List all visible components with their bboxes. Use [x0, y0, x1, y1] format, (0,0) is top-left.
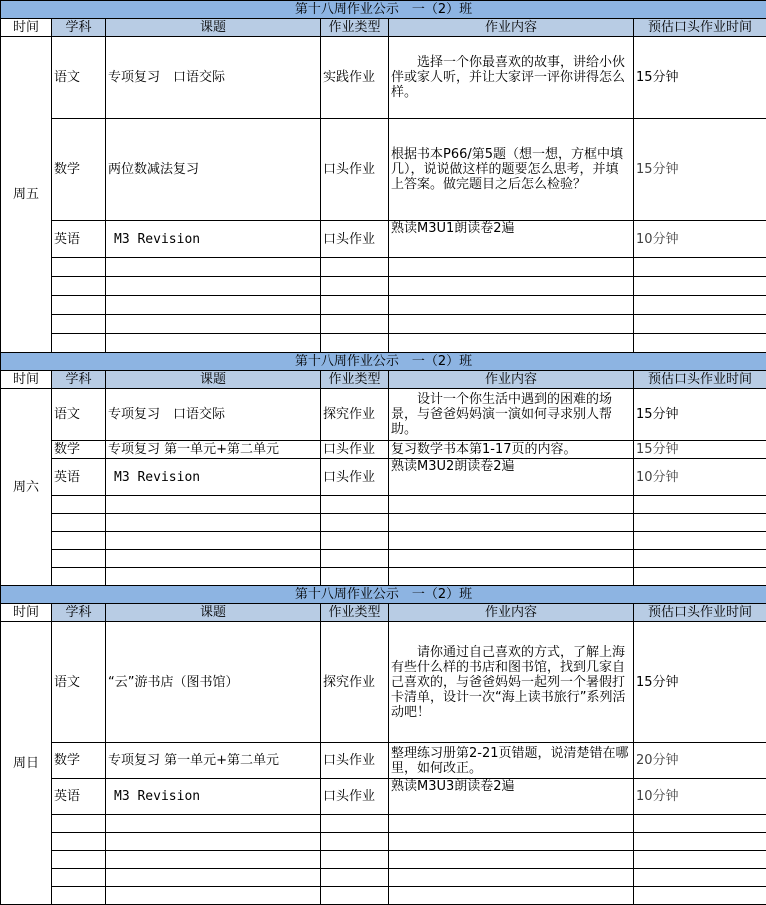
table-row [1, 622, 766, 743]
table-row [1, 779, 766, 815]
header-est-time: 预估口头作业时间 [634, 19, 766, 37]
type-cell: 口头作业 [321, 221, 389, 258]
header-type: 作业类型 [321, 371, 389, 389]
time-cell: 15分钟 [634, 37, 766, 119]
time-cell: 15分钟 [634, 119, 766, 221]
table-row [1, 119, 766, 221]
time-cell: 10分钟 [634, 221, 766, 258]
empty-row [1, 532, 766, 550]
content-cell: 熟读M3U1朗读卷2遍 [389, 221, 634, 258]
content-cell: 熟读M3U2朗读卷2遍 [389, 459, 634, 496]
content-cell [389, 37, 634, 119]
header-row [1, 604, 766, 622]
subject-cell: 英语 [52, 221, 106, 258]
header-content: 作业内容 [389, 19, 634, 37]
table-row [1, 459, 766, 496]
topic-cell: M3 Revision [106, 779, 321, 815]
type-cell: 口头作业 [321, 779, 389, 815]
header-content: 作业内容 [389, 604, 634, 622]
type-cell: 探究作业 [321, 389, 389, 441]
table-row [1, 743, 766, 779]
empty-row [1, 887, 766, 905]
section-title: 第十八周作业公示 一（2）班 [1, 1, 766, 19]
header-est-time: 预估口头作业时间 [634, 371, 766, 389]
topic-cell: M3 Revision [106, 459, 321, 496]
subject-cell: 英语 [52, 779, 106, 815]
section-title-row [1, 1, 766, 19]
table-row [1, 389, 766, 441]
subject-cell: 英语 [52, 459, 106, 496]
header-time: 时间 [1, 19, 52, 37]
content-text: 选择一个你最喜欢的故事，讲给小伙伴或家人听，并让大家评一评你讲得怎么样。 [391, 55, 625, 100]
subject-cell: 语文 [52, 37, 106, 119]
topic-cell: 专项复习 第一单元+第二单元 [106, 743, 321, 779]
time-cell: 15分钟 [634, 389, 766, 441]
empty-row [1, 315, 766, 334]
header-subject: 学科 [52, 19, 106, 37]
topic-cell: 专项复习 口语交际 [106, 389, 321, 441]
content-text: 设计一个你生活中遇到的困难的场景，与爸爸妈妈演一演如何寻求别人帮助。 [391, 392, 612, 437]
topic-cell: “云”游书店（图书馆） [106, 622, 321, 743]
empty-row [1, 833, 766, 851]
subject-cell: 语文 [52, 389, 106, 441]
topic-cell: M3 Revision [106, 221, 321, 258]
topic-cell: 两位数减法复习 [106, 119, 321, 221]
header-topic: 课题 [106, 371, 321, 389]
empty-row [1, 296, 766, 315]
subject-cell: 语文 [52, 622, 106, 743]
content-cell [389, 622, 634, 743]
day-label: 周六 [1, 389, 52, 586]
header-subject: 学科 [52, 604, 106, 622]
time-cell: 10分钟 [634, 779, 766, 815]
empty-row [1, 550, 766, 568]
time-cell: 10分钟 [634, 459, 766, 496]
content-cell: 整理练习册第2-21页错题，说清楚错在哪里，如何改正。 [389, 743, 634, 779]
time-cell: 15分钟 [634, 622, 766, 743]
header-type: 作业类型 [321, 604, 389, 622]
section-title-row [1, 586, 766, 604]
subject-cell: 数学 [52, 743, 106, 779]
header-row [1, 371, 766, 389]
header-est-time: 预估口头作业时间 [634, 604, 766, 622]
header-topic: 课题 [106, 604, 321, 622]
header-time: 时间 [1, 371, 52, 389]
empty-row [1, 869, 766, 887]
time-cell: 20分钟 [634, 743, 766, 779]
table-row [1, 37, 766, 119]
content-cell: 复习数学书本第1-17页的内容。 [389, 441, 634, 459]
time-cell: 15分钟 [634, 441, 766, 459]
header-time: 时间 [1, 604, 52, 622]
day-label: 周五 [1, 37, 52, 353]
type-cell: 口头作业 [321, 459, 389, 496]
topic-cell: 专项复习 口语交际 [106, 37, 321, 119]
type-cell: 口头作业 [321, 743, 389, 779]
header-topic: 课题 [106, 19, 321, 37]
table-row [1, 441, 766, 459]
content-cell [389, 389, 634, 441]
header-row [1, 19, 766, 37]
type-cell: 口头作业 [321, 119, 389, 221]
table-row [1, 221, 766, 258]
type-cell: 实践作业 [321, 37, 389, 119]
header-type: 作业类型 [321, 19, 389, 37]
header-subject: 学科 [52, 371, 106, 389]
empty-row [1, 851, 766, 869]
topic-cell: 专项复习 第一单元+第二单元 [106, 441, 321, 459]
empty-row [1, 815, 766, 833]
empty-row [1, 258, 766, 277]
section-title-row [1, 353, 766, 371]
empty-row [1, 496, 766, 514]
empty-row [1, 514, 766, 532]
subject-cell: 数学 [52, 441, 106, 459]
content-cell: 根据书本P66/第5题（想一想，方框中填几），说说做这样的题要怎么思考，并填上答案。做完题目之后怎么检验？ [389, 119, 634, 221]
subject-cell: 数学 [52, 119, 106, 221]
type-cell: 探究作业 [321, 622, 389, 743]
empty-row [1, 277, 766, 296]
content-cell: 熟读M3U3朗读卷2遍 [389, 779, 634, 815]
type-cell: 口头作业 [321, 441, 389, 459]
content-text: 请你通过自己喜欢的方式，了解上海有些什么样的书店和图书馆，找到几家自己喜欢的，与爸爸妈妈一起列一个暑假打卡清单，设计一次“海上读书旅行”系列活动吧！ [391, 645, 625, 720]
section-title: 第十八周作业公示 一（2）班 [1, 353, 766, 371]
day-label: 周日 [1, 622, 52, 905]
header-content: 作业内容 [389, 371, 634, 389]
empty-row [1, 334, 766, 353]
section-title: 第十八周作业公示 一（2）班 [1, 586, 766, 604]
empty-row [1, 568, 766, 586]
